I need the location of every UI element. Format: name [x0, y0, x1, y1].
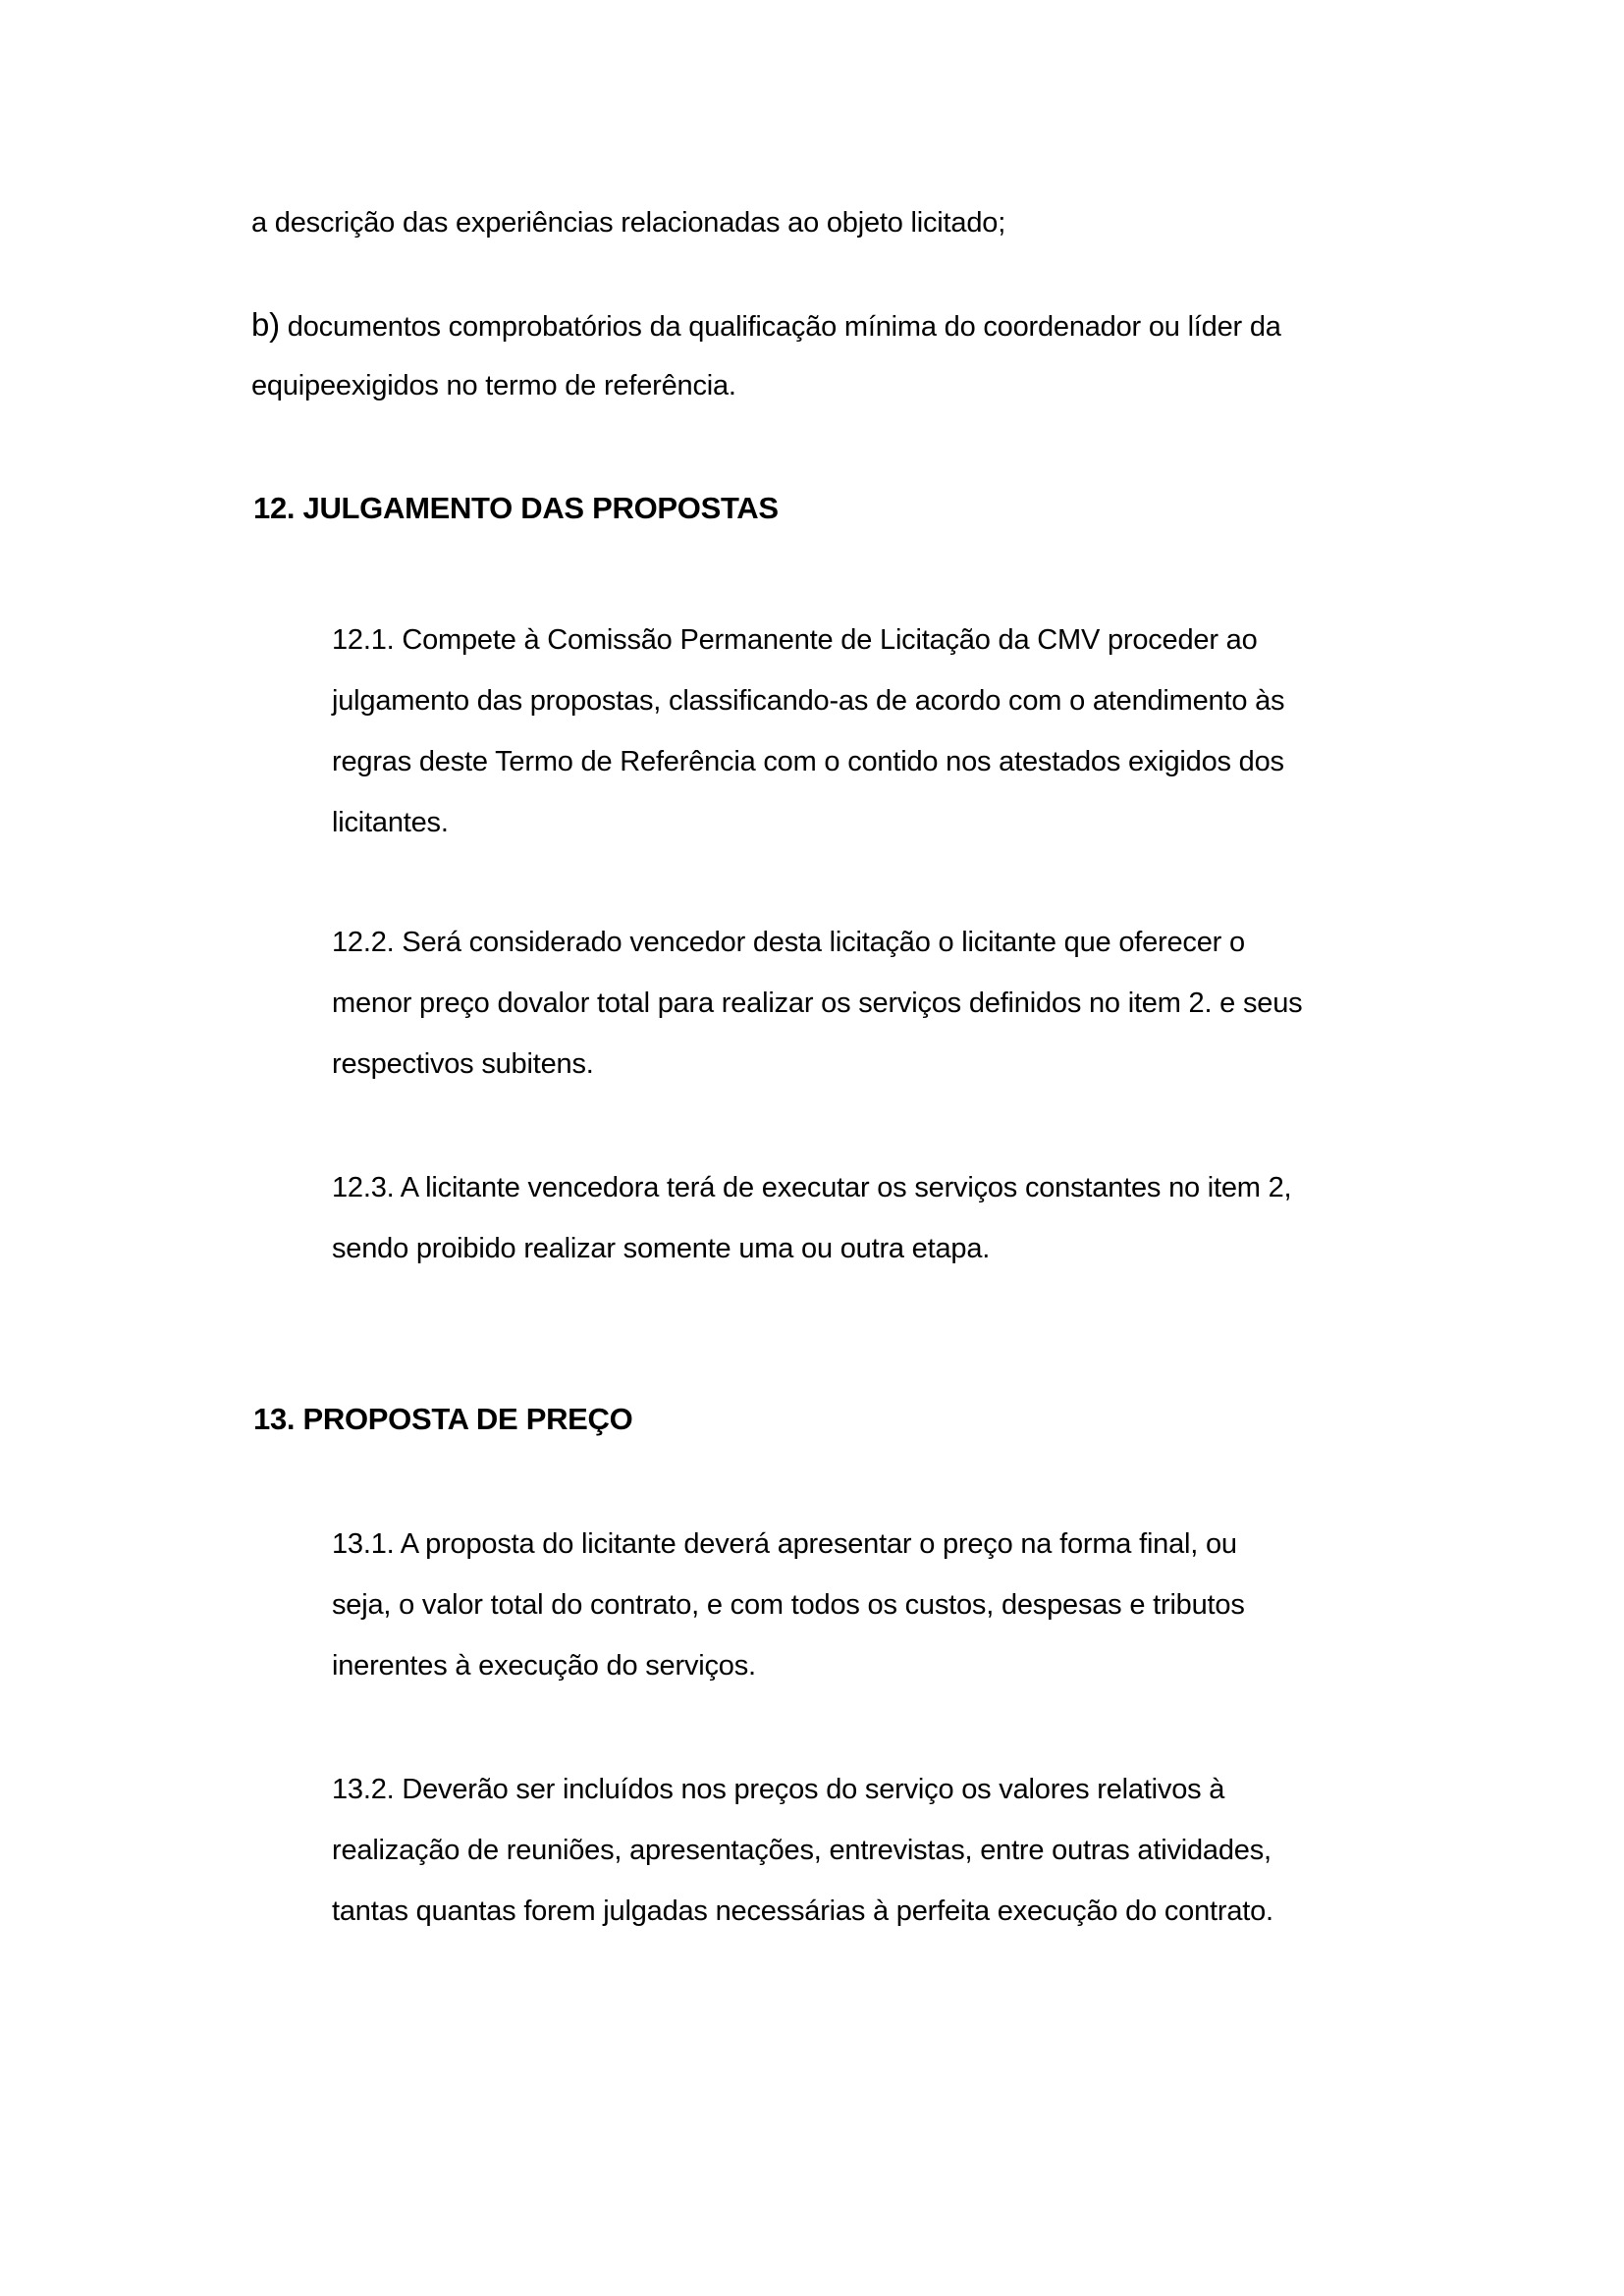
- section-12-heading: 12. JULGAMENTO DAS PROPOSTAS: [253, 491, 779, 525]
- clause-line: 13.2. Deverão ser incluídos nos preços do serviço os valores relativos à: [332, 1774, 1225, 1805]
- item-b-label: b): [251, 306, 280, 343]
- clause-line: 12.3. A licitante vencedora terá de executar os serviços constantes no item 2,: [332, 1172, 1292, 1203]
- item-b-text: documentos comprobatórios da qualificação mínima do coordenador ou líder da: [279, 311, 1281, 343]
- clause-line: menor preço dovalor total para realizar os serviços definidos no item 2. e seus: [332, 988, 1303, 1019]
- clause-line: respectivos subitens.: [332, 1048, 594, 1080]
- intro-item-b-continuation: equipeexigidos no termo de referência.: [251, 370, 736, 401]
- clause-line: 12.1. Compete à Comissão Permanente de Licitação da CMV proceder ao: [332, 624, 1258, 656]
- clause-line: tantas quantas forem julgadas necessárias à perfeita execução do contrato.: [332, 1896, 1273, 1927]
- clause-line: seja, o valor total do contrato, e com todos os custos, despesas e tributos: [332, 1589, 1245, 1621]
- clause-line: 13.1. A proposta do licitante deverá apresentar o preço na forma final, ou: [332, 1528, 1237, 1560]
- intro-item-b: [251, 307, 1281, 345]
- clause-line: regras deste Termo de Referência com o contido nos atestados exigidos dos: [332, 746, 1284, 777]
- section-13-heading: 13. PROPOSTA DE PREÇO: [253, 1402, 633, 1436]
- intro-paragraph-a: a descrição das experiências relacionadas ao objeto licitado;: [251, 207, 1006, 239]
- clause-line: sendo proibido realizar somente uma ou outra etapa.: [332, 1233, 991, 1264]
- clause-line: realização de reuniões, apresentações, entrevistas, entre outras atividades,: [332, 1835, 1272, 1866]
- clause-line: licitantes.: [332, 807, 449, 838]
- clause-line: julgamento das propostas, classificando-as de acordo com o atendimento às: [332, 685, 1285, 717]
- clause-line: inerentes à execução do serviços.: [332, 1650, 756, 1682]
- clause-line: 12.2. Será considerado vencedor desta licitação o licitante que oferecer o: [332, 927, 1245, 958]
